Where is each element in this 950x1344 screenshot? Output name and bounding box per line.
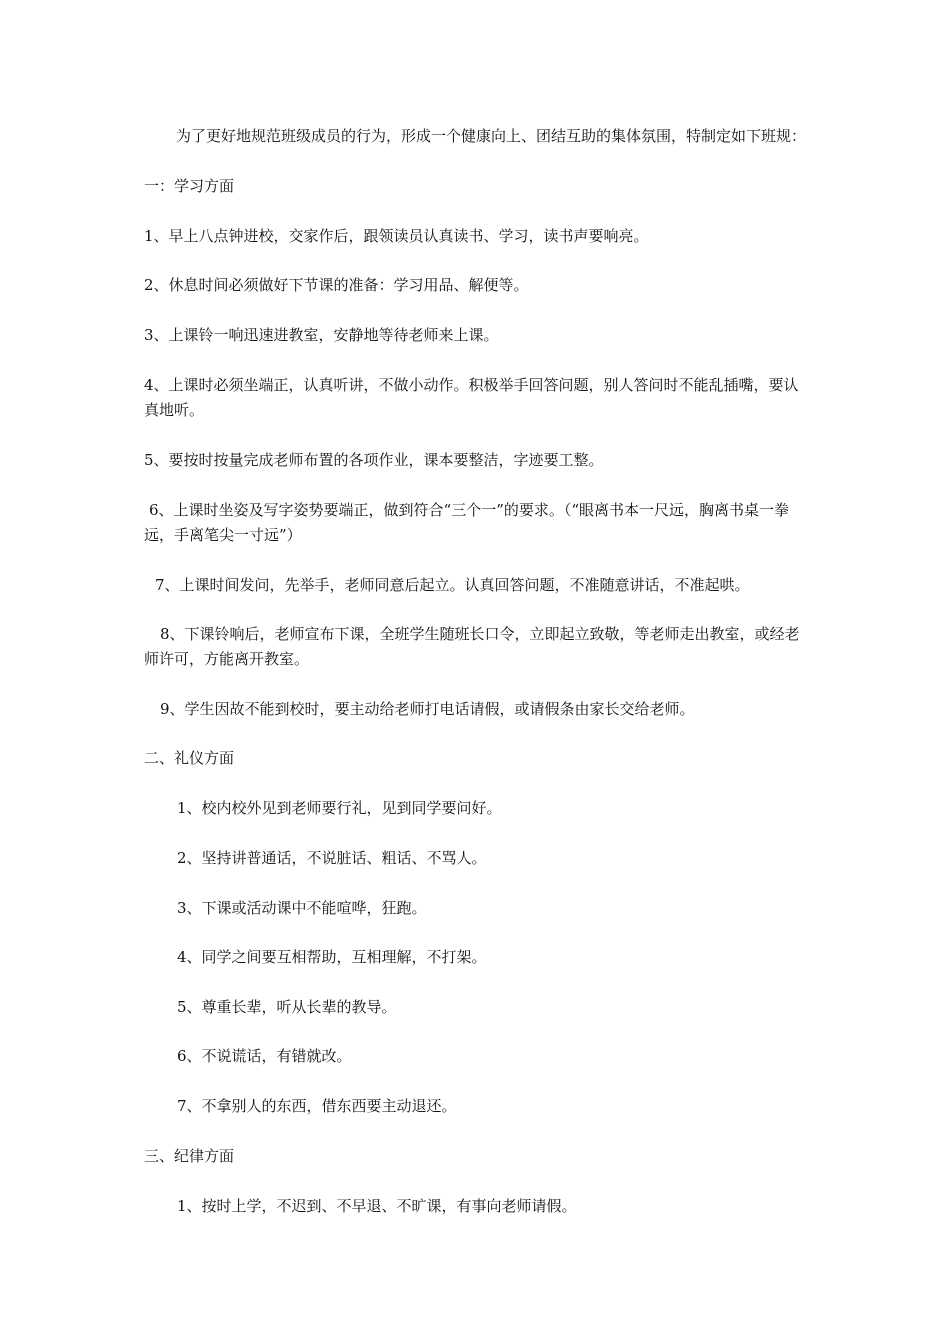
study-rule-3: 3、上课铃一响迅速进教室，安静地等待老师来上课。 [144, 326, 499, 344]
section-heading-etiquette: 二、礼仪方面 [144, 749, 235, 767]
study-rule-6: 6、上课时坐姿及写字姿势要端正，做到符合“三个一”的要求。（“眼离书本一尺远，胸离书桌一拳远，手离笔尖一寸远”） [144, 501, 790, 544]
etiquette-rule-4: 4、同学之间要互相帮助，互相理解，不打架。 [177, 948, 487, 966]
study-rule-9: 9、学生因故不能到校时，要主动给老师打电话请假，或请假条由家长交给老师。 [160, 700, 695, 718]
study-rule-4: 4、上课时必须坐端正，认真听讲，不做小动作。积极举手回答问题，别人答问时不能乱插嘴，要认真地听。 [144, 376, 799, 419]
etiquette-rule-6: 6、不说谎话，有错就改。 [177, 1047, 352, 1065]
study-rule-1: 1、早上八点钟进校，交家作后，跟领读员认真读书、学习，读书声要响亮。 [144, 227, 649, 245]
etiquette-rule-1: 1、校内校外见到老师要行礼，见到同学要问好。 [177, 799, 502, 817]
study-rule-8: 8、下课铃响后，老师宣布下课，全班学生随班长口令，立即起立致敬，等老师走出教室，或经老师许可，方能离开教室。 [144, 625, 800, 668]
section-heading-study: 一：学习方面 [144, 177, 235, 195]
etiquette-rule-5: 5、尊重长辈，听从长辈的教导。 [177, 998, 397, 1016]
study-rule-7: 7、上课时间发问，先举手，老师同意后起立。认真回答问题，不准随意讲话，不准起哄。 [155, 576, 750, 594]
study-rule-5: 5、要按时按量完成老师布置的各项作业，课本要整洁，字迹要工整。 [144, 451, 604, 469]
section-heading-discipline: 三、纪律方面 [144, 1147, 235, 1165]
etiquette-rule-2: 2、坚持讲普通话，不说脏话、粗话、不骂人。 [177, 849, 487, 867]
intro-paragraph: 为了更好地规范班级成员的行为，形成一个健康向上、团结互助的集体氛围，特制定如下班规： [176, 127, 807, 145]
study-rule-2: 2、休息时间必须做好下节课的准备：学习用品、解便等。 [144, 276, 529, 294]
discipline-rule-1: 1、按时上学，不迟到、不早退、不旷课，有事向老师请假。 [177, 1197, 577, 1215]
etiquette-rule-7: 7、不拿别人的东西，借东西要主动退还。 [177, 1097, 457, 1115]
etiquette-rule-3: 3、下课或活动课中不能喧哗，狂跑。 [177, 899, 427, 917]
